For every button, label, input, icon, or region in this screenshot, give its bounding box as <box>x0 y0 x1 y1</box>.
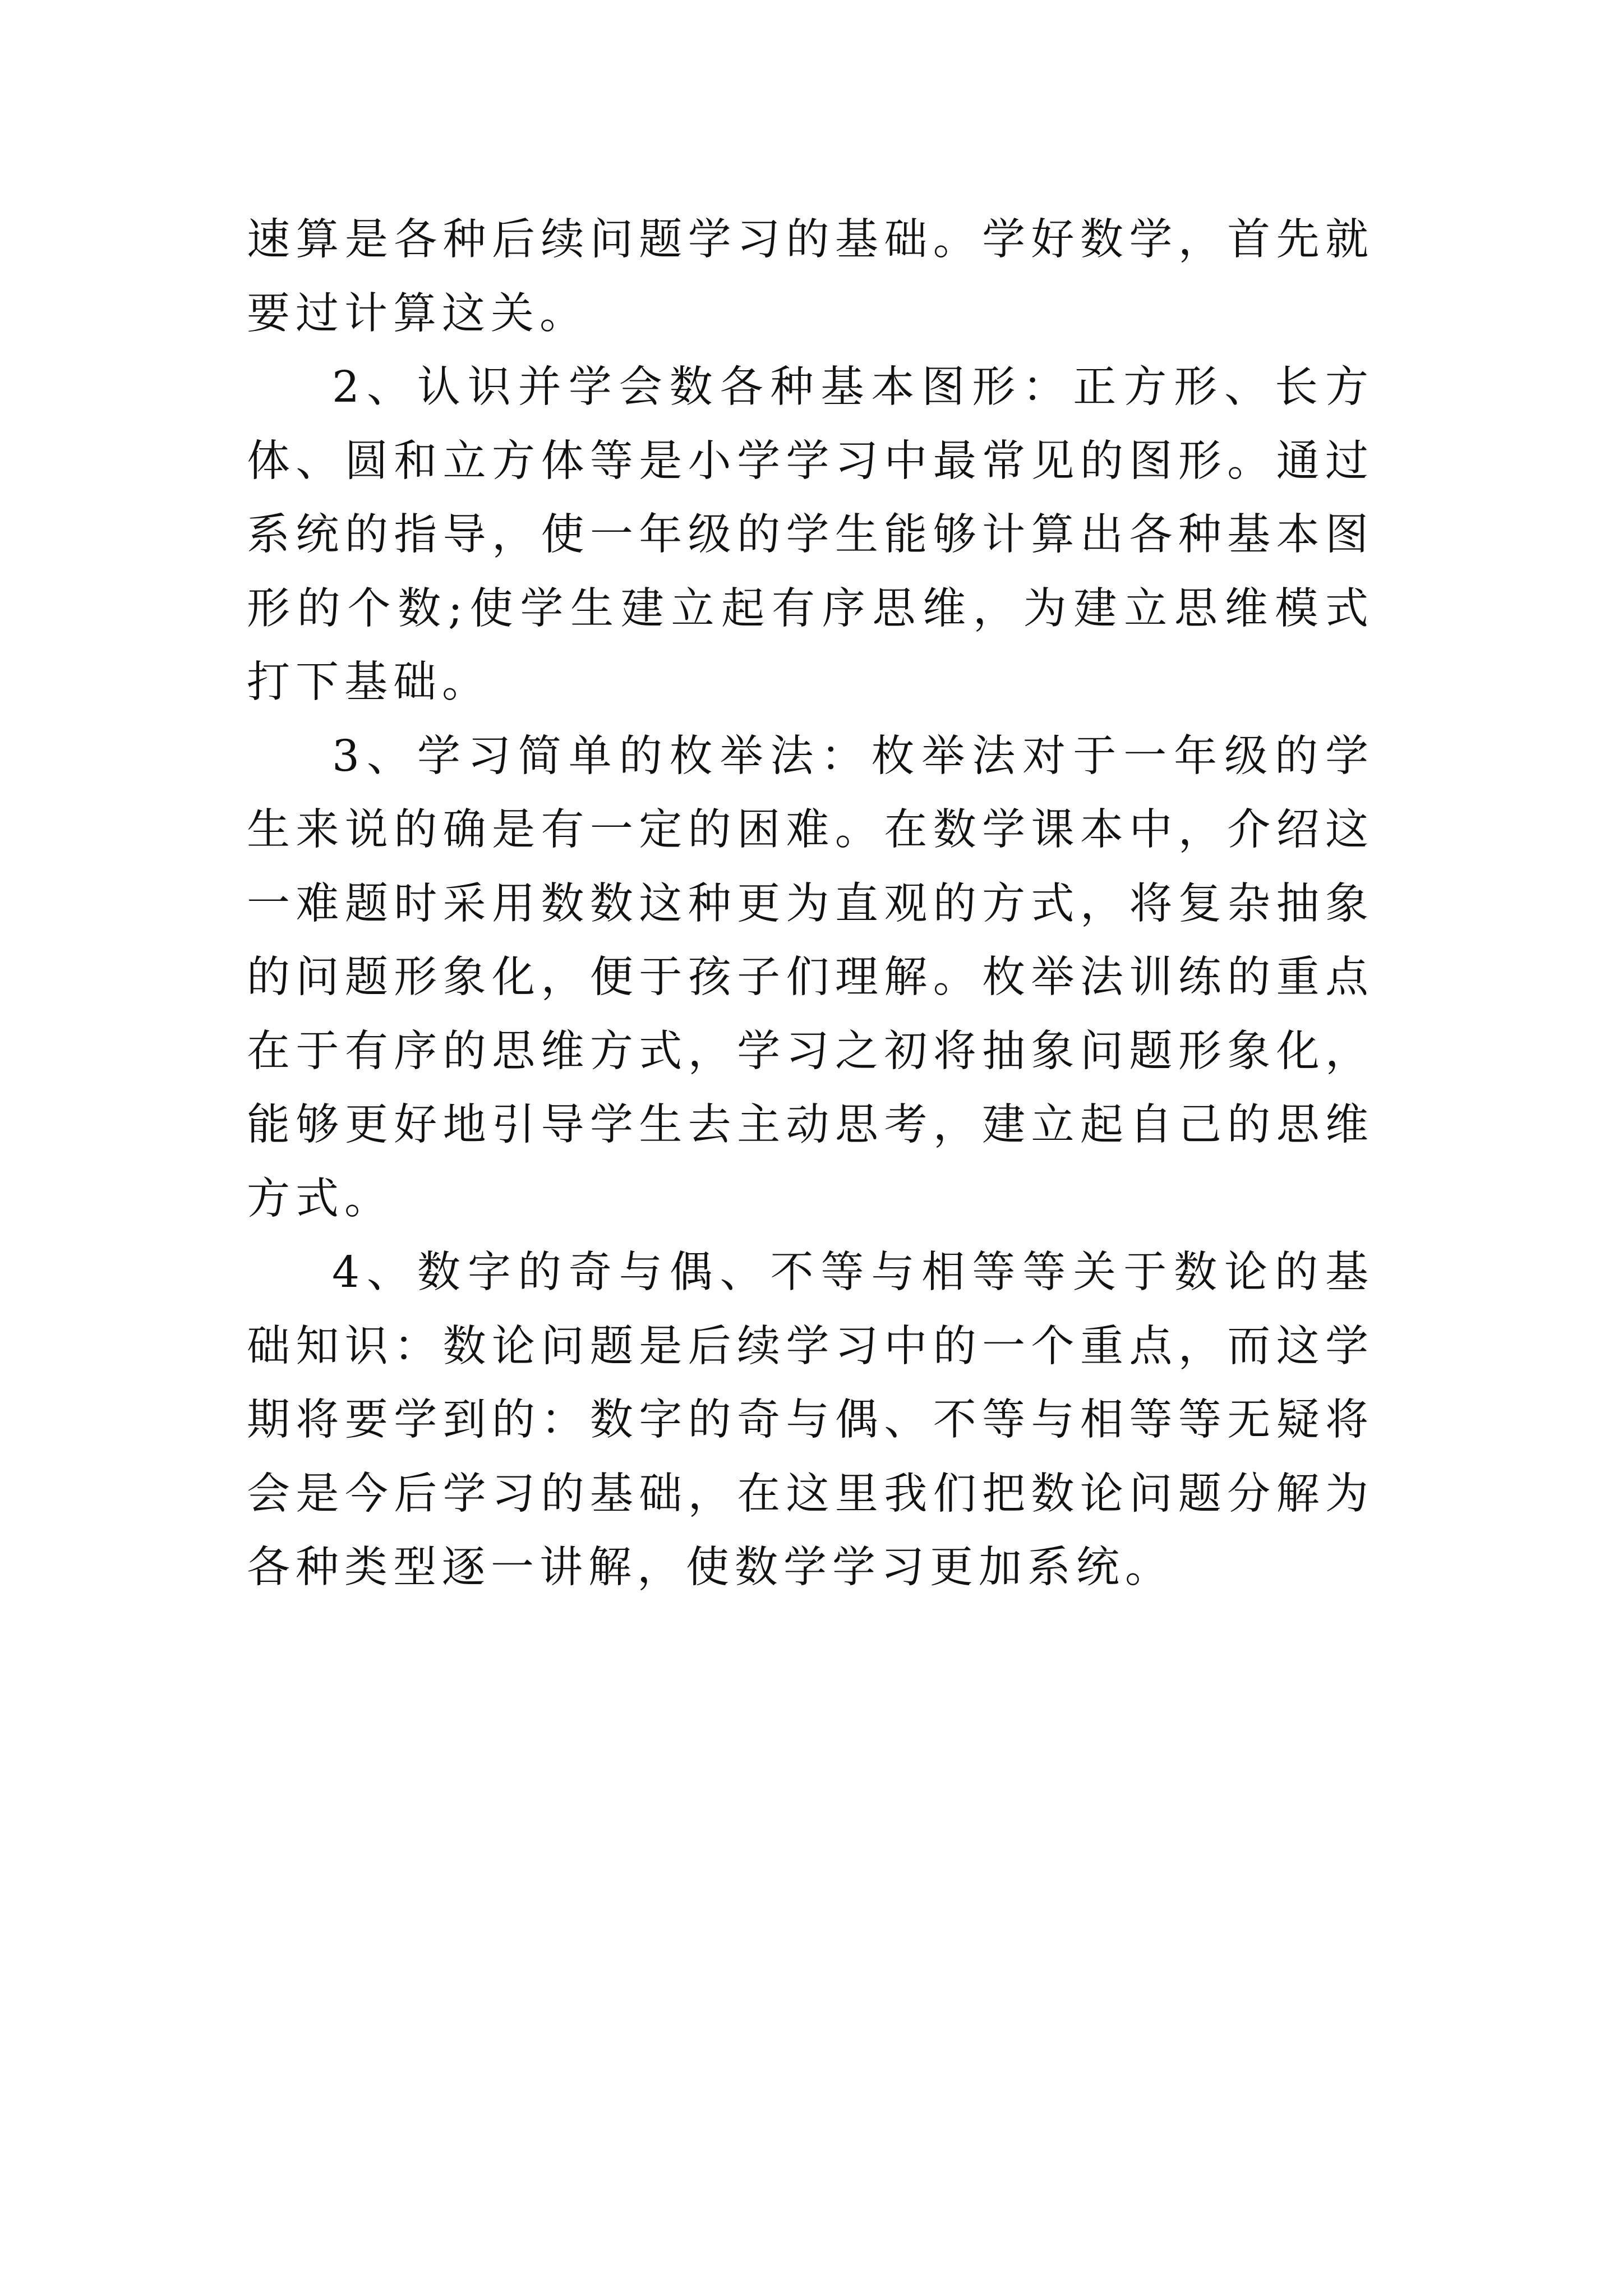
paragraph-item-3-enumeration: 3、学习简单的枚举法：枚举法对于一年级的学生来说的确是有一定的困难。在数学课本中，介绍这一难题时采用数数这种更为直观的方式，将复杂抽象的问题形象化，便于孩子们理解。枚举法训练的重点在于有序的思维方式，学习之初将抽象问题形象化，能够更好地引导学生去主动思考，建立起自己的思维方式。 <box>247 731 1374 1224</box>
document-body <box>247 203 1374 1605</box>
paragraph-continuation: 速算是各种后续问题学习的基础。学好数学，首先就要过计算这关。 <box>247 215 1374 339</box>
paragraph-item-2-shapes: 2、认识并学会数各种基本图形：正方形、长方体、圆和立方体等是小学学习中最常见的图形。通过系统的指导，使一年级的学生能够计算出各种基本图形的个数;使学生建立起有序思维，为建立思维模式打下基础。 <box>247 362 1374 707</box>
paragraph-item-4-number-theory: 4、数字的奇与偶、不等与相等等关于数论的基础知识：数论问题是后续学习中的一个重点，而这学期将要学到的：数字的奇与偶、不等与相等等无疑将会是今后学习的基础，在这里我们把数论问题分解为各种类型逐一讲解，使数学学习更加系统。 <box>247 1248 1374 1593</box>
